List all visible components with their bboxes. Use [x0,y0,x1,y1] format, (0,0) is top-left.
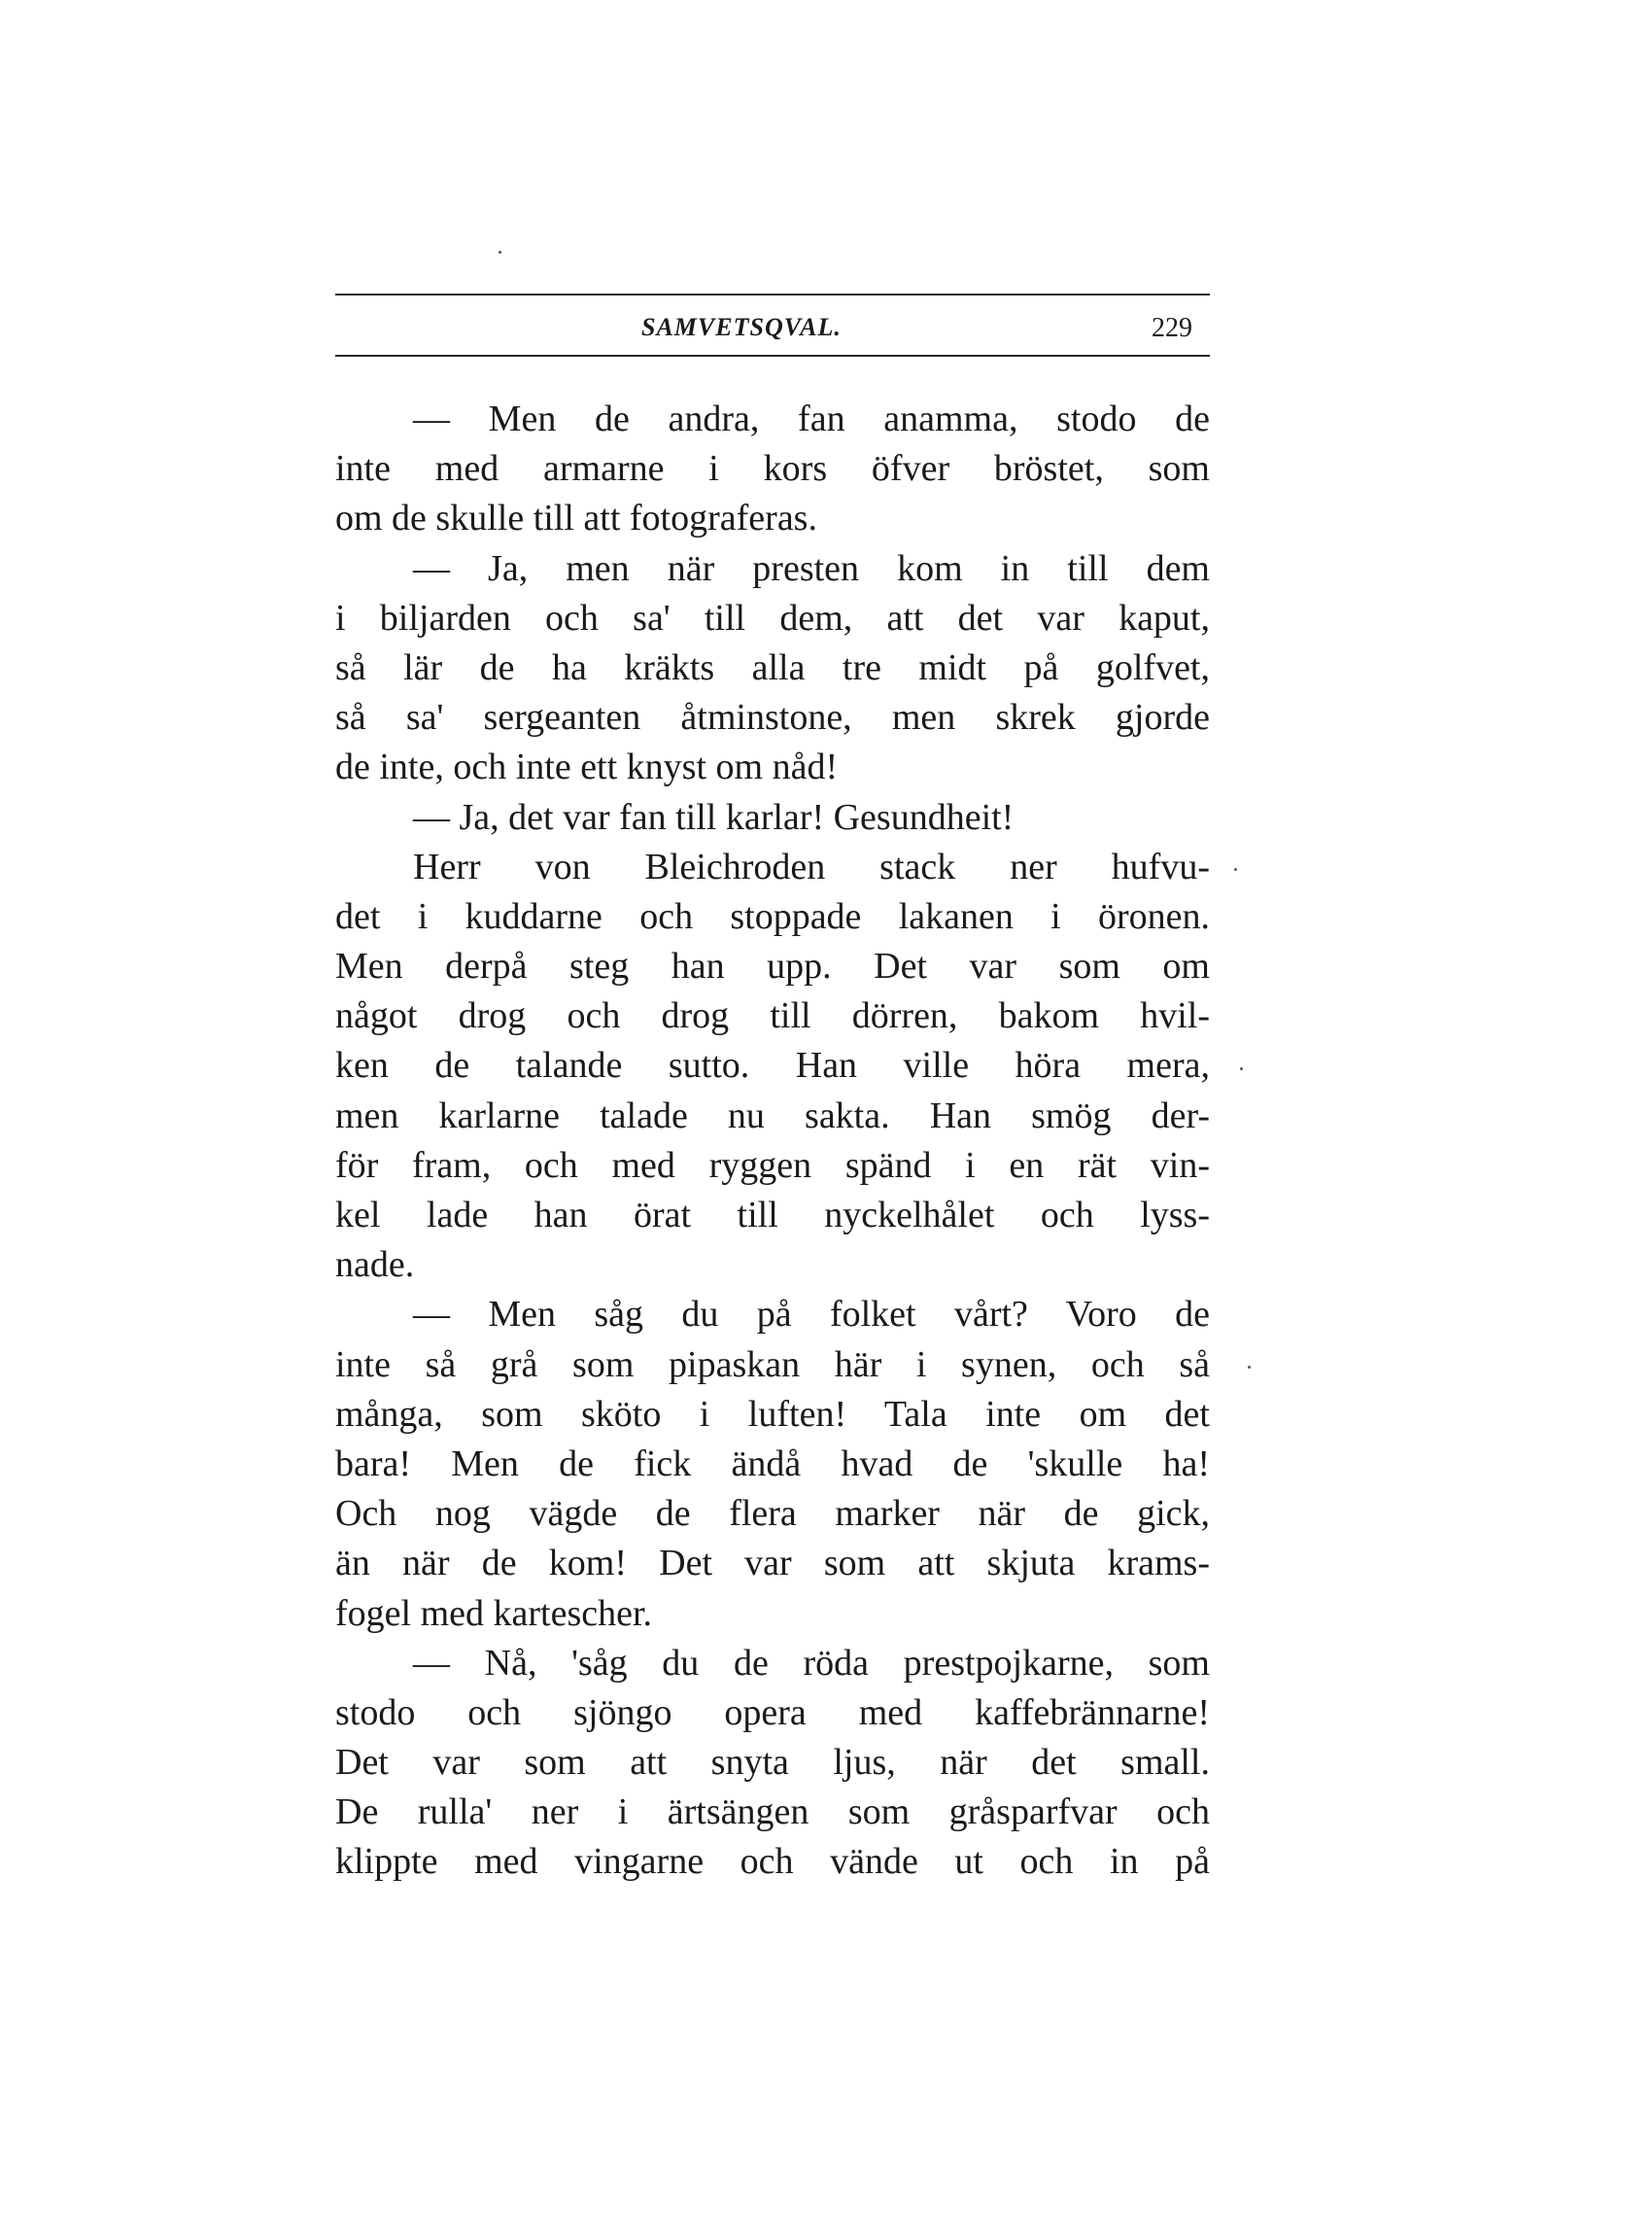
text-line: Herr von Bleichroden stack ner hufvu- [413,846,1210,887]
paper-speck [1240,1067,1243,1070]
text-line: många, som sköto i luften! Tala inte om det [335,1393,1210,1435]
text-line: inte med armarne i kors öfver bröstet, som [335,448,1210,490]
text-line: — Ja, men när presten kom in till dem [413,547,1210,589]
text-line: — Men de andra, fan anamma, stodo de [413,399,1210,439]
page-number: 229 [1152,313,1192,343]
text-line: för fram, och med ryggen spänd i en rät vin- [335,1144,1210,1186]
text-line: så sa' sergeanten åtminstone, men skrek gjorde [335,697,1210,739]
paper-speck [499,251,501,254]
text-line: Och nog vägde de flera marker när de gick, [335,1493,1210,1535]
text-line: de inte, och inte ett knyst om nåd! [335,747,839,788]
header-rule-top [335,294,1210,295]
text-line: något drog och drog till dörren, bakom hvil- [335,995,1210,1037]
text-line: det i kuddarne och stoppade lakanen i öronen. [335,895,1210,937]
text-line: Det var som att snyta ljus, när det small. [335,1742,1210,1784]
text-line: — Men såg du på folket vårt? Voro de [413,1294,1210,1336]
text-line: De rulla' ner i ärtsängen som gråsparfvar och [335,1791,1210,1833]
text-line: — Ja, det var fan till karlar! Gesundheit! [413,796,1015,838]
text-line: men karlarne talade nu sakta. Han smög der- [335,1095,1210,1136]
running-title: SAMVETSQVAL. [641,313,842,341]
header-rule-bottom [335,355,1210,357]
text-line: fogel med kartescher. [335,1592,653,1634]
text-line: — Nå, 'såg du de röda prestpojkarne, som [413,1642,1210,1684]
text-line: stodo och sjöngo opera med kaffebrännarne! [335,1691,1210,1733]
text-line: kel lade han örat till nyckelhålet och lyss- [335,1195,1210,1235]
text-line: inte så grå som pipaskan här i synen, och så [335,1343,1210,1385]
running-header [335,309,1210,348]
text-line: bara! Men de fick ändå hvad de 'skulle ha! [335,1442,1210,1484]
text-line: så lär de ha kräkts alla tre midt på golfvet, [335,646,1210,688]
text-line: än när de kom! Det var som att skjuta krams- [335,1543,1210,1584]
text-line: Men derpå steg han upp. Det var som om [335,946,1210,988]
text-line: klippte med vingarne och vände ut och in på [335,1841,1210,1883]
paper-speck [1234,868,1237,871]
text-line: i biljarden och sa' till dem, att det var kaput, [335,597,1210,639]
body-text [335,395,1210,1888]
text-line: ken de talande sutto. Han ville höra mera, [335,1045,1210,1087]
paper-speck [1248,1366,1251,1369]
text-line: om de skulle till att fotograferas. [335,498,817,539]
text-line: nade. [335,1244,415,1286]
